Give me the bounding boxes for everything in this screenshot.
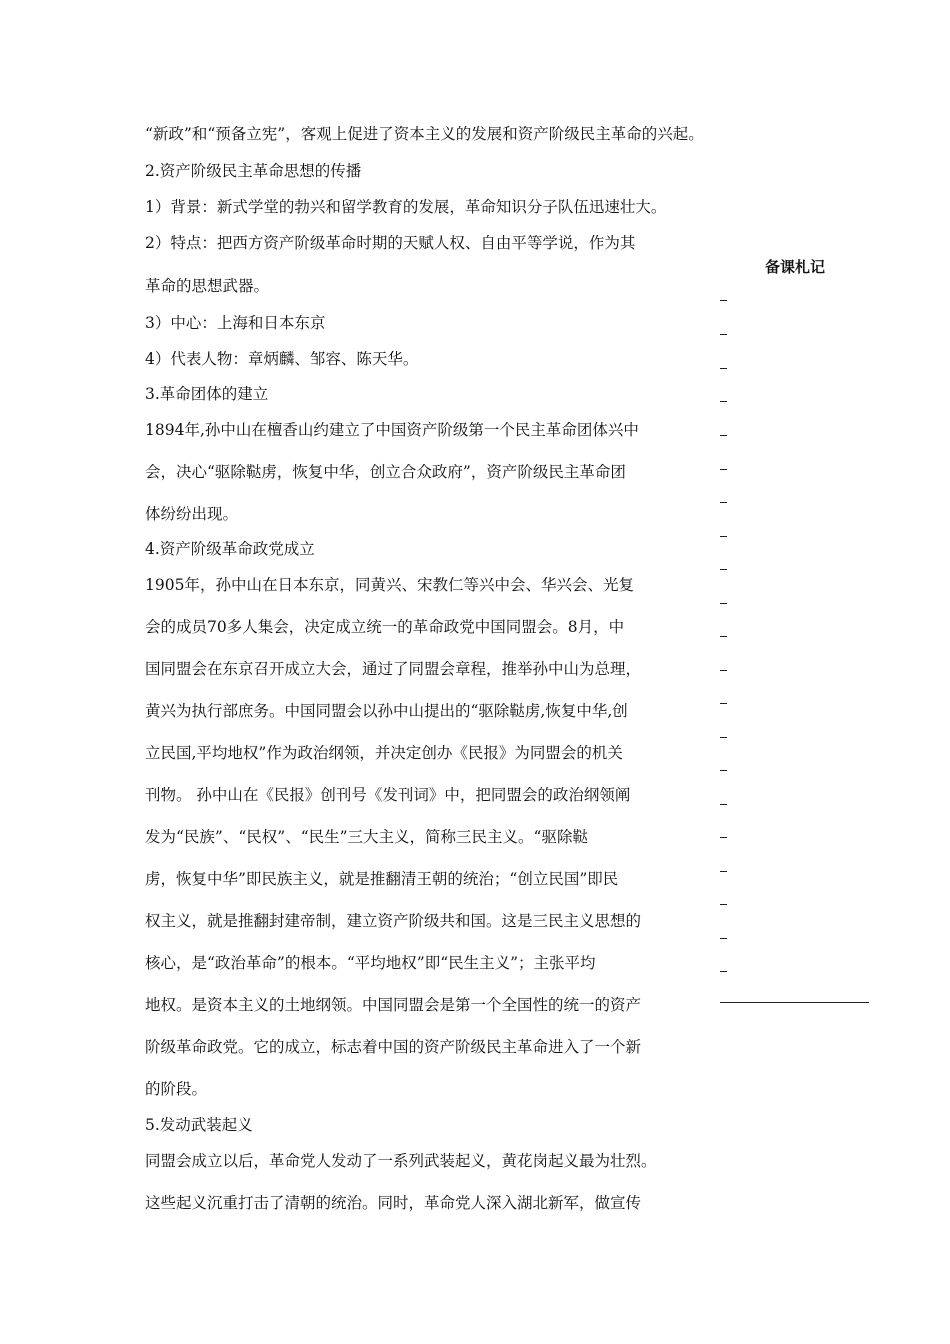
text-line: 会的成员70多人集会，决定成立统一的革命政党中国同盟会。8月，中 [145,618,625,636]
note-dash [720,703,727,704]
note-dash [720,536,727,537]
text-line: 这些起义沉重打击了清朝的统治。同时，革命党人深入湖北新军，做宣传 [145,1194,642,1212]
text-line: 核心，是“政治革命”的根本。“平均地权”即“民生主义”；主张平均 [145,954,596,972]
note-dash [720,871,727,872]
section-heading: 5.发动武装起义 [145,1116,253,1134]
note-dash [720,670,727,671]
section-heading: 3.革命团体的建立 [145,385,269,403]
note-dash [720,300,727,301]
text-line: 会，决心“驱除鞑虏，恢复中华，创立合众政府”，资产阶级民主革命团 [145,463,626,481]
text-line: 1）背景：新式学堂的勃兴和留学教育的发展，革命知识分子队伍迅速壮大。 [145,198,667,216]
note-dash [720,938,727,939]
text-line: 黄兴为执行部庶务。中国同盟会以孙中山提出的“驱除鞑虏,恢复中华,创 [145,702,628,720]
note-dash [720,804,727,805]
text-line: 立民国,平均地权”作为政治纲领，并决定创办《民报》为同盟会的机关 [145,744,623,762]
section-heading: 4.资产阶级革命政党成立 [145,540,315,558]
note-dash [720,837,727,838]
notes-underline [720,1002,869,1003]
text-line: 4）代表人物：章炳麟、邹容、陈天华。 [145,350,419,368]
note-dash [720,469,727,470]
text-line: 3）中心：上海和日本东京 [145,314,326,332]
text-line: 体纷纷出现。 [145,505,239,523]
text-line: 2）特点：把西方资产阶级革命时期的天赋人权、自由平等学说，作为其 [145,234,636,252]
text-line: 的阶段。 [145,1080,208,1098]
note-dash [720,401,727,402]
note-dash [720,636,727,637]
text-line: 阶级革命政党。它的成立，标志着中国的资产阶级民主革命进入了一个新 [145,1038,642,1056]
note-dash [720,971,727,972]
note-dash [720,502,727,503]
text-line: 1905年，孙中山在日本东京，同黄兴、宋教仁等兴中会、华兴会、光复 [145,576,634,594]
text-line: 虏，恢复中华”即民族主义，就是推翻清王朝的统治；“创立民国”即民 [145,870,619,888]
text-line: 同盟会成立以后，革命党人发动了一系列武装起义，黄花岗起义最为壮烈。 [145,1152,657,1170]
text-line: 革命的思想武器。 [145,277,270,295]
text-line: 刊物。 孙中山在《民报》创刊号《发刊词》中，把同盟会的政治纲领阐 [145,786,631,804]
note-dash [720,569,727,570]
note-dash [720,435,727,436]
text-line: 1894年,孙中山在檀香山约建立了中国资产阶级第一个民主革命团体兴中 [145,421,639,439]
note-dash [720,334,727,335]
text-line: 国同盟会在东京召开成立大会，通过了同盟会章程，推举孙中山为总理， [145,660,642,678]
lesson-notes-title: 备课札记 [765,258,826,276]
text-line: 发为“民族”、“民权”、“民生”三大主义，简称三民主义。“驱除鞑 [145,828,588,846]
note-dash [720,737,727,738]
text-line: 地权。是资本主义的土地纲领。中国同盟会是第一个全国性的统一的资产 [145,996,642,1014]
text-line: 权主义，就是推翻封建帝制，建立资产阶级共和国。这是三民主义思想的 [145,912,642,930]
note-dash [720,904,727,905]
note-dash [720,770,727,771]
text-line: “新政”和“预备立宪”，客观上促进了资本主义的发展和资产阶级民主革命的兴起。 [145,125,704,143]
note-dash [720,603,727,604]
section-heading: 2.资产阶级民主革命思想的传播 [145,162,362,180]
note-dash [720,368,727,369]
